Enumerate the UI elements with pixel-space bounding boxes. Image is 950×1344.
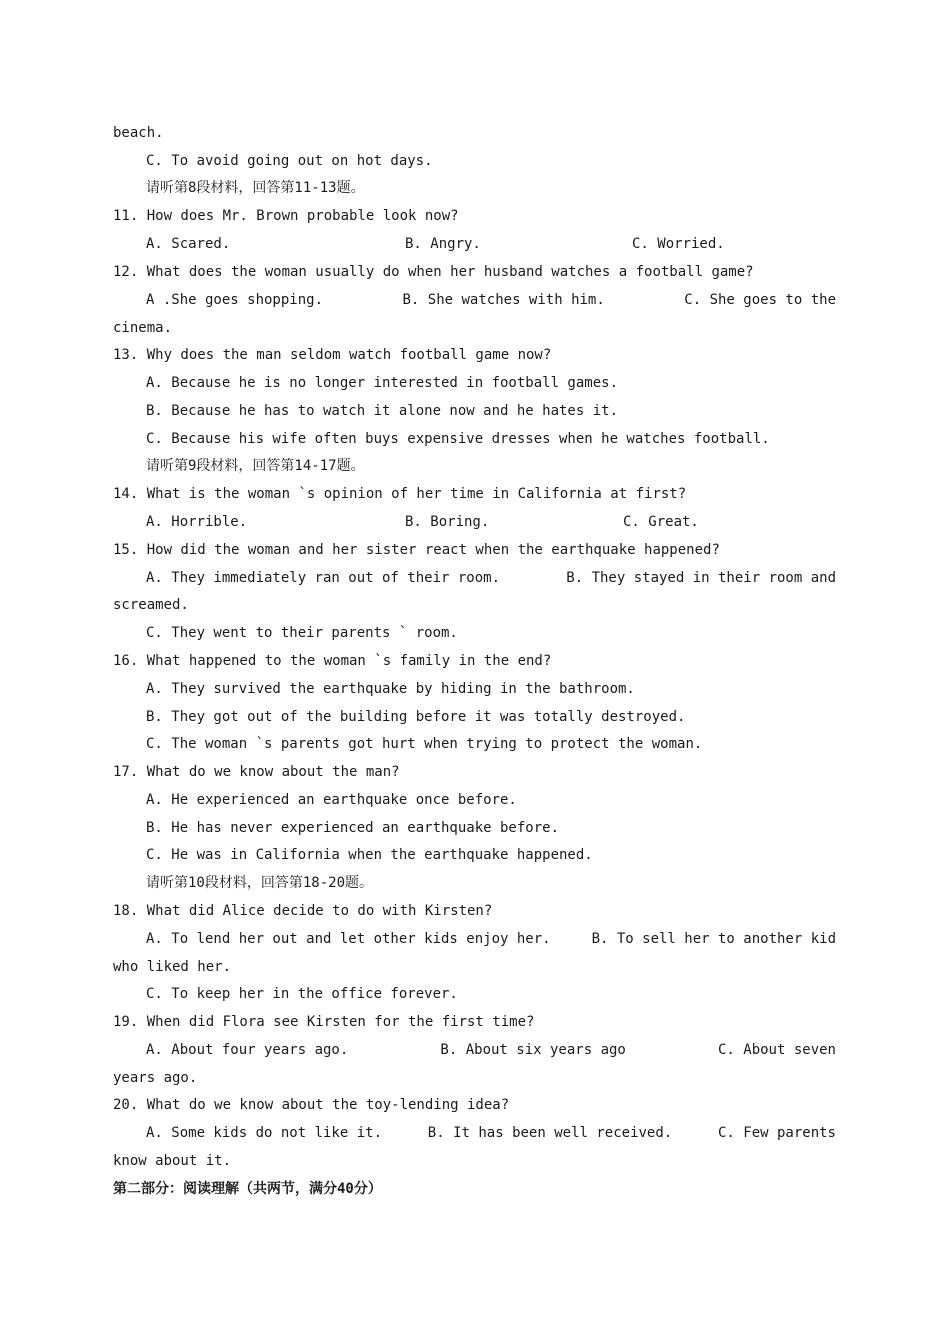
section-9-instruction: 请听第9段材料，回答第14-17题。 [146,458,365,474]
q18-option-c: C. To keep her in the office forever. [146,986,458,1002]
q19-stem: 19. When did Flora see Kirsten for the first time? [113,1014,535,1030]
q15-stem: 15. How did the woman and her sister react when the earthquake happened? [113,542,720,558]
q16-option-a: A. They survived the earthquake by hiding in the bathroom. [146,681,635,697]
q20-options [146,1123,836,1143]
q20-continuation: know about it. [113,1153,232,1169]
q18-continuation: who liked her. [113,959,232,975]
q12-option-c: C. She goes to the [684,292,836,308]
q18-options [146,929,836,949]
q13-option-a: A. Because he is no longer interested in football games. [146,375,619,391]
q19-option-b: B. About six years ago [440,1042,626,1058]
section-8-instruction: 请听第8段材料，回答第11-13题。 [146,180,365,196]
q14-option-c: C. Great. [623,514,699,530]
q18-option-a: A. To lend her out and let other kids enjoy her. [146,931,551,947]
q10-option-c: C. To avoid going out on hot days. [146,153,433,169]
q15-continuation: screamed. [113,597,189,613]
q14-stem: 14. What is the woman `s opinion of her time in California at first? [113,486,687,502]
q20-stem: 20. What do we know about the toy-lending idea? [113,1097,510,1113]
q17-option-c: C. He was in California when the earthquake happened. [146,847,593,863]
q20-option-c: C. Few parents [717,1125,836,1141]
q12-option-a: A .She goes shopping. [146,292,324,308]
q13-option-b: B. Because he has to watch it alone now and he hates it. [146,403,619,419]
q16-option-c: C. The woman `s parents got hurt when trying to protect the woman. [146,736,703,752]
q17-option-a: A. He experienced an earthquake once before. [146,792,517,808]
part-two-heading: 第二部分：阅读理解（共两节，满分40分） [113,1181,382,1197]
q19-option-c: C. About seven [717,1042,836,1058]
q12-continuation: cinema. [113,320,173,336]
q11-option-a: A. Scared. [146,236,231,252]
q17-stem: 17. What do we know about the man? [113,764,400,780]
q14-option-a: A. Horrible. [146,514,248,530]
q11-stem: 11. How does Mr. Brown probable look now? [113,208,459,224]
q20-option-b: B. It has been well received. [427,1125,673,1141]
continuation-text: beach. [113,125,164,141]
q11-option-b: B. Angry. [405,236,481,252]
q17-option-b: B. He has never experienced an earthquake before. [146,820,560,836]
section-10-instruction: 请听第10段材料，回答第18-20题。 [146,875,374,891]
q18-option-b: B. To sell her to another kid [591,931,836,947]
q13-stem: 13. Why does the man seldom watch football game now? [113,347,552,363]
q15-options [146,568,836,588]
q12-option-b: B. She watches with him. [402,292,605,308]
q14-option-b: B. Boring. [405,514,490,530]
q15-option-b: B. They stayed in their room and [566,570,836,586]
q12-options [146,290,836,310]
q18-stem: 18. What did Alice decide to do with Kirsten? [113,903,493,919]
q13-option-c: C. Because his wife often buys expensive dresses when he watches football. [146,431,770,447]
q19-continuation: years ago. [113,1070,198,1086]
q12-stem: 12. What does the woman usually do when her husband watches a football game? [113,264,754,280]
q15-option-c: C. They went to their parents ` room. [146,625,458,641]
q20-option-a: A. Some kids do not like it. [146,1125,383,1141]
q19-option-a: A. About four years ago. [146,1042,349,1058]
q19-options [146,1040,836,1060]
q11-option-c: C. Worried. [632,236,725,252]
q15-option-a: A. They immediately ran out of their room. [146,570,501,586]
q16-stem: 16. What happened to the woman `s family in the end? [113,653,552,669]
q16-option-b: B. They got out of the building before it was totally destroyed. [146,709,686,725]
